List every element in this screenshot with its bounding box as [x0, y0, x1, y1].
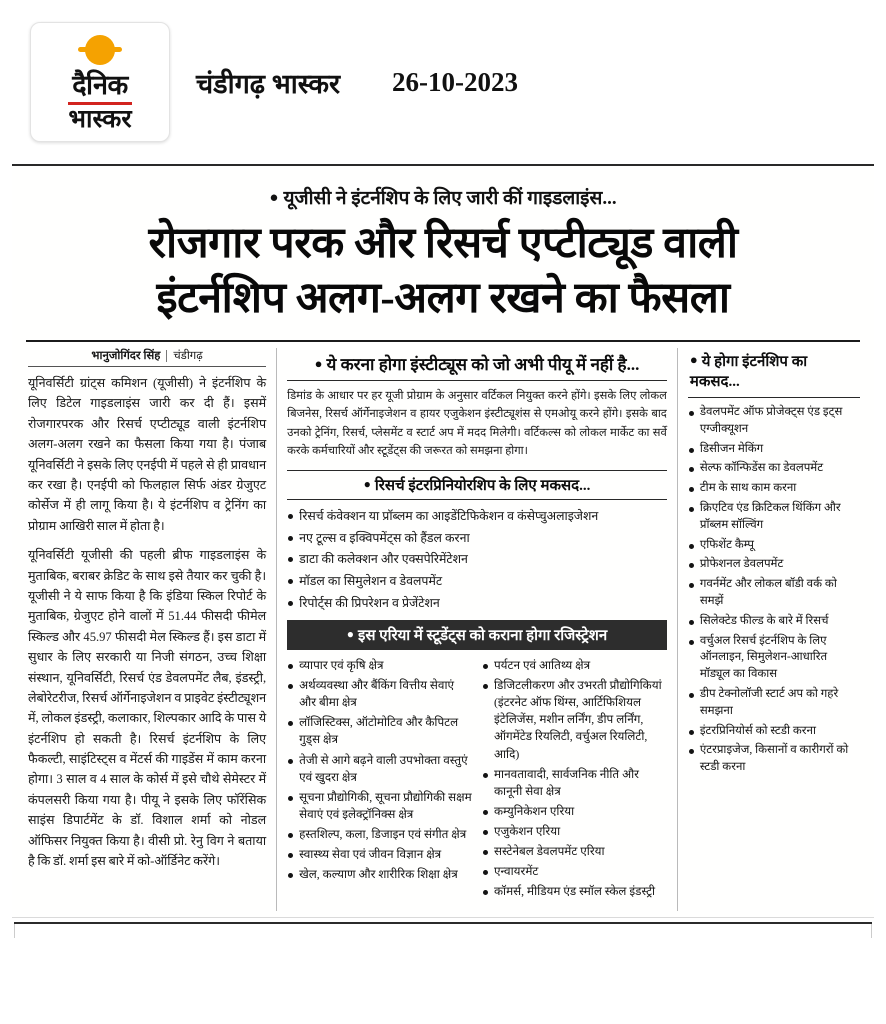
- list-item: डिसीजन मेकिंग: [688, 441, 860, 458]
- list-item: एंटरप्राइजेज, किसानों व कारीगरों को स्टडी करना: [688, 742, 860, 776]
- list-item: सेल्फ कॉन्फिडेंस का डेवलपमेंट: [688, 460, 860, 477]
- list-item: तेजी से आगे बढ़ने वाली उपभोक्ता वस्तुएं एवं खुदरा क्षेत्र: [287, 752, 472, 786]
- body-paragraph: यूनिवर्सिटी ग्रांट्स कमिशन (यूजीसी) ने इंटर्नशिप के लिए डिटेल गाइडलाइंस जारी कर दी हैं। इसमें रोजगारपरक और रिसर्च एप्टीट्यूड वाली इंटर्नशिप अलग-अलग रखने का फैसला किया गया है। पंजाब यूनिवर्सिटी ने इसके लिए एनईपी में पहले से ही प्रावधान कर रखा है। एनईपी को फिलहाल सिर्फ अंडर ग्रेजुएट कोर्सेज में ही लागू किया है। ये इंटर्नशिप व ट्रेनिंग का प्रोग्राम आखिरी साल में होता है।: [28, 376, 267, 533]
- list-item: डीप टेक्नोलॉजी स्टार्ट अप को गहरे समझना: [688, 686, 860, 720]
- list-item: एन्वायरमेंट: [482, 863, 667, 880]
- byline-author: भानुजोगिंदर सिंह: [91, 350, 161, 363]
- dainik-bhaskar-logo: [30, 22, 170, 142]
- list-item: इंटरप्रिनियोर्स को स्टडी करना: [688, 723, 860, 740]
- list-item: क्रिएटिव एंड क्रिटिकल थिंकिंग और प्रॉब्लम सॉल्विंग: [688, 500, 860, 534]
- logo-text-line2: भास्कर: [68, 102, 131, 133]
- list-item: प्रोफेशनल डेवलपमेंट: [688, 556, 860, 573]
- institutes-box-text: डिमांड के आधार पर हर यूजी प्रोग्राम के अनुसार वर्टिकल नियुक्त करने होंगे। इसके लिए लोकल बिजनेस, रिसर्च ऑर्गेनाइजेशन व हायर एजुकेशन इंस्टीट्यूशंस से एमओयू करने होंगे। इसके बाद उनको ट्रेनिंग, रिसर्च, प्लेसमेंट व स्टार्ट अप में मदद मिलेगी। वर्टिकल्स को लोकल मार्केट का सर्वे करके कर्मचारियों और स्टूडेंट्स की जरूरत को समझना होगा।: [287, 390, 667, 457]
- research-purpose-list: [287, 507, 667, 612]
- list-item: व्यापार एवं कृषि क्षेत्र: [287, 657, 472, 674]
- areas-list-right: [482, 657, 667, 903]
- kicker-text: यूजीसी ने इंटर्नशिप के लिए जारी कीं गाइडलाइंस...: [283, 188, 617, 209]
- bullet-dot-icon: ●: [363, 477, 371, 492]
- research-box-title-text: रिसर्च इंटरप्रिनियोरशिप के लिए मकसद...: [374, 478, 591, 495]
- clipping-bottom-edge: [14, 924, 872, 938]
- masthead: [0, 0, 886, 158]
- list-item: डिजिटलीकरण और उभरती प्रौद्योगिकियां (इंटरनेट ऑफ थिंग्स, आर्टिफिशियल इंटेलिजेंस, मशीन लर्निंग, डीप लर्निंग, ऑगमेंटेड रियलिटी, वर्चुअल रियलिटी, आदि): [482, 677, 667, 762]
- article-kicker: [26, 184, 860, 210]
- bullet-dot-icon: ●: [269, 190, 279, 206]
- article-clipping: [12, 164, 874, 918]
- publication-date: 26-10-2023: [392, 66, 518, 97]
- column-right: [678, 348, 860, 911]
- column-middle: [277, 348, 678, 911]
- list-item: रिसर्च कंवेक्शन या प्रॉब्लम का आइडेंटिफिकेशन व कंसेप्चुअलाइजेशन: [287, 507, 667, 526]
- list-item: हस्तशिल्प, कला, डिजाइन एवं संगीत क्षेत्र: [287, 826, 472, 843]
- list-item: गवर्नमेंट और लोकल बॉडी वर्क को समझें: [688, 576, 860, 610]
- purpose-box-title: [688, 348, 860, 398]
- page-title: [30, 216, 856, 326]
- headline-line-2: इंटर्नशिप अलग-अलग रखने का फैसला: [156, 275, 730, 323]
- institutes-box-title: [287, 348, 667, 381]
- list-item: सूचना प्रौद्योगिकी, सूचना प्रौद्योगिकी सक्षम सेवाएं एवं इलेक्ट्रॉनिक्स क्षेत्र: [287, 789, 472, 823]
- byline-place: चंडीगढ़: [166, 350, 202, 362]
- list-item: डेवलपमेंट ऑफ प्रोजेक्ट्स एंड इट्स एग्जीक्यूशन: [688, 404, 860, 438]
- list-item: मॉडल का सिमुलेशन व डेवलपमेंट: [287, 572, 667, 591]
- bullet-dot-icon: ●: [314, 356, 323, 372]
- research-box-title: [287, 470, 667, 500]
- list-item: एजुकेशन एरिया: [482, 823, 667, 840]
- areas-list-left: [287, 657, 472, 903]
- list-item: रिपोर्ट्स की प्रिपरेशन व प्रेजेंटेशन: [287, 594, 667, 613]
- list-item: वर्चुअल रिसर्च इंटर्नशिप के लिए ऑनलाइन, सिमुलेशन-आधारित मॉड्यूल का विकास: [688, 633, 860, 683]
- edition-name: चंडीगढ़ भास्कर: [196, 68, 340, 99]
- list-item: कॉमर्स, मीडियम एंड स्मॉल स्केल इंडस्ट्री: [482, 883, 667, 900]
- article-body: [26, 342, 860, 911]
- areas-box-title: [287, 620, 667, 650]
- list-item: स्वास्थ्य सेवा एवं जीवन विज्ञान क्षेत्र: [287, 846, 472, 863]
- bullet-dot-icon: ●: [689, 352, 698, 368]
- areas-list: [287, 657, 667, 911]
- list-item: कम्युनिकेशन एरिया: [482, 803, 667, 820]
- institutes-box-title-text: ये करना होगा इंस्टीट्यूस को जो अभी पीयू में नहीं है...: [326, 355, 640, 375]
- list-item: सस्टेनेबल डेवलपमेंट एरिया: [482, 843, 667, 860]
- sun-icon: [85, 35, 115, 65]
- internship-purpose-list: [688, 404, 860, 776]
- list-item: नए टूल्स व इक्विपमेंट्स को हैंडल करना: [287, 529, 667, 548]
- list-item: मानवतावादी, सार्वजनिक नीति और कानूनी सेवा क्षेत्र: [482, 766, 667, 800]
- headline-line-1: रोजगार परक और रिसर्च एप्टीट्यूड वाली: [148, 220, 738, 267]
- bullet-dot-icon: ●: [346, 627, 355, 642]
- list-item: अर्थव्यवस्था और बैंकिंग वित्तीय सेवाएं और बीमा क्षेत्र: [287, 677, 472, 711]
- list-item: सिलेक्टेड फील्ड के बारे में रिसर्च: [688, 613, 860, 630]
- byline: [28, 348, 266, 367]
- body-paragraph: यूनिवर्सिटी यूजीसी की पहली ब्रीफ गाइडलाइंस के मुताबिक, बराबर क्रेडिट के साथ इसे तैयार कर चुकी है। यूजीसी ने ये साफ किया है कि इंडिया स्किल रिपोर्ट के मुताबिक, ग्रेजुएट होने वालों में 51.44 फीसदी फीमेल स्किल्ड और 45.97 फीसदी मेल स्किल्ड हैं। इस डाटा में सुधार के लिए सरकारी या निजी संगठन, उच्च शिक्षा संस्थान, यूनिवर्सिटी, रिसर्च एंड डेवलपमेंट लैब, इंडस्ट्री, लेबोरेटरीज, रिसर्च ऑर्गेनाइजेशन व प्राइवेट इंस्टीट्यूशन में, लोकल इंडस्ट्री, कलाकार, शिल्पकार आदि के पास ये इंटर्नशिप हो सकती है। रिसर्च इंटर्नशिप के लिए फैकल्टी, साइंटिस्ट्स व मेंटर्स की गाइडेंस में काम करना होगा। 3 साल व 4 साल के कोर्स में इसे चौथे सेमेस्टर में कंपलसरी किया गया है। पीयू ने इसके लिए फॉरेंसिक साइंस डिपार्टमेंट के डॉ. विशाल शर्मा को नोडल ऑफिसर नियुक्त किया है। वीसी प्रो. रेनु विग ने बताया है कि डॉ. शर्मा इस बारे में को-ऑर्डिनेट करेंगे।: [28, 548, 267, 869]
- list-item: लॉजिस्टिक्स, ऑटोमोटिव और कैपिटल गुड्स क्षेत्र: [287, 714, 472, 748]
- list-item: पर्यटन एवं आतिथ्य क्षेत्र: [482, 657, 667, 674]
- list-item: एफिशेंट कैम्पू: [688, 537, 860, 554]
- column-left: [26, 348, 277, 911]
- purpose-box-title-text: ये होगा इंटर्नशिप का मकसद...: [689, 354, 808, 390]
- list-item: खेल, कल्याण और शारीरिक शिक्षा क्षेत्र: [287, 866, 472, 883]
- areas-box-title-text: इस एरिया में स्टूडेंट्स को कराना होगा रजिस्ट्रेशन: [358, 628, 608, 645]
- list-item: डाटा की कलेक्शन और एक्सपेरिमेंटेशन: [287, 550, 667, 569]
- logo-text-line1: दैनिक: [72, 70, 128, 101]
- list-item: टीम के साथ काम करना: [688, 480, 860, 497]
